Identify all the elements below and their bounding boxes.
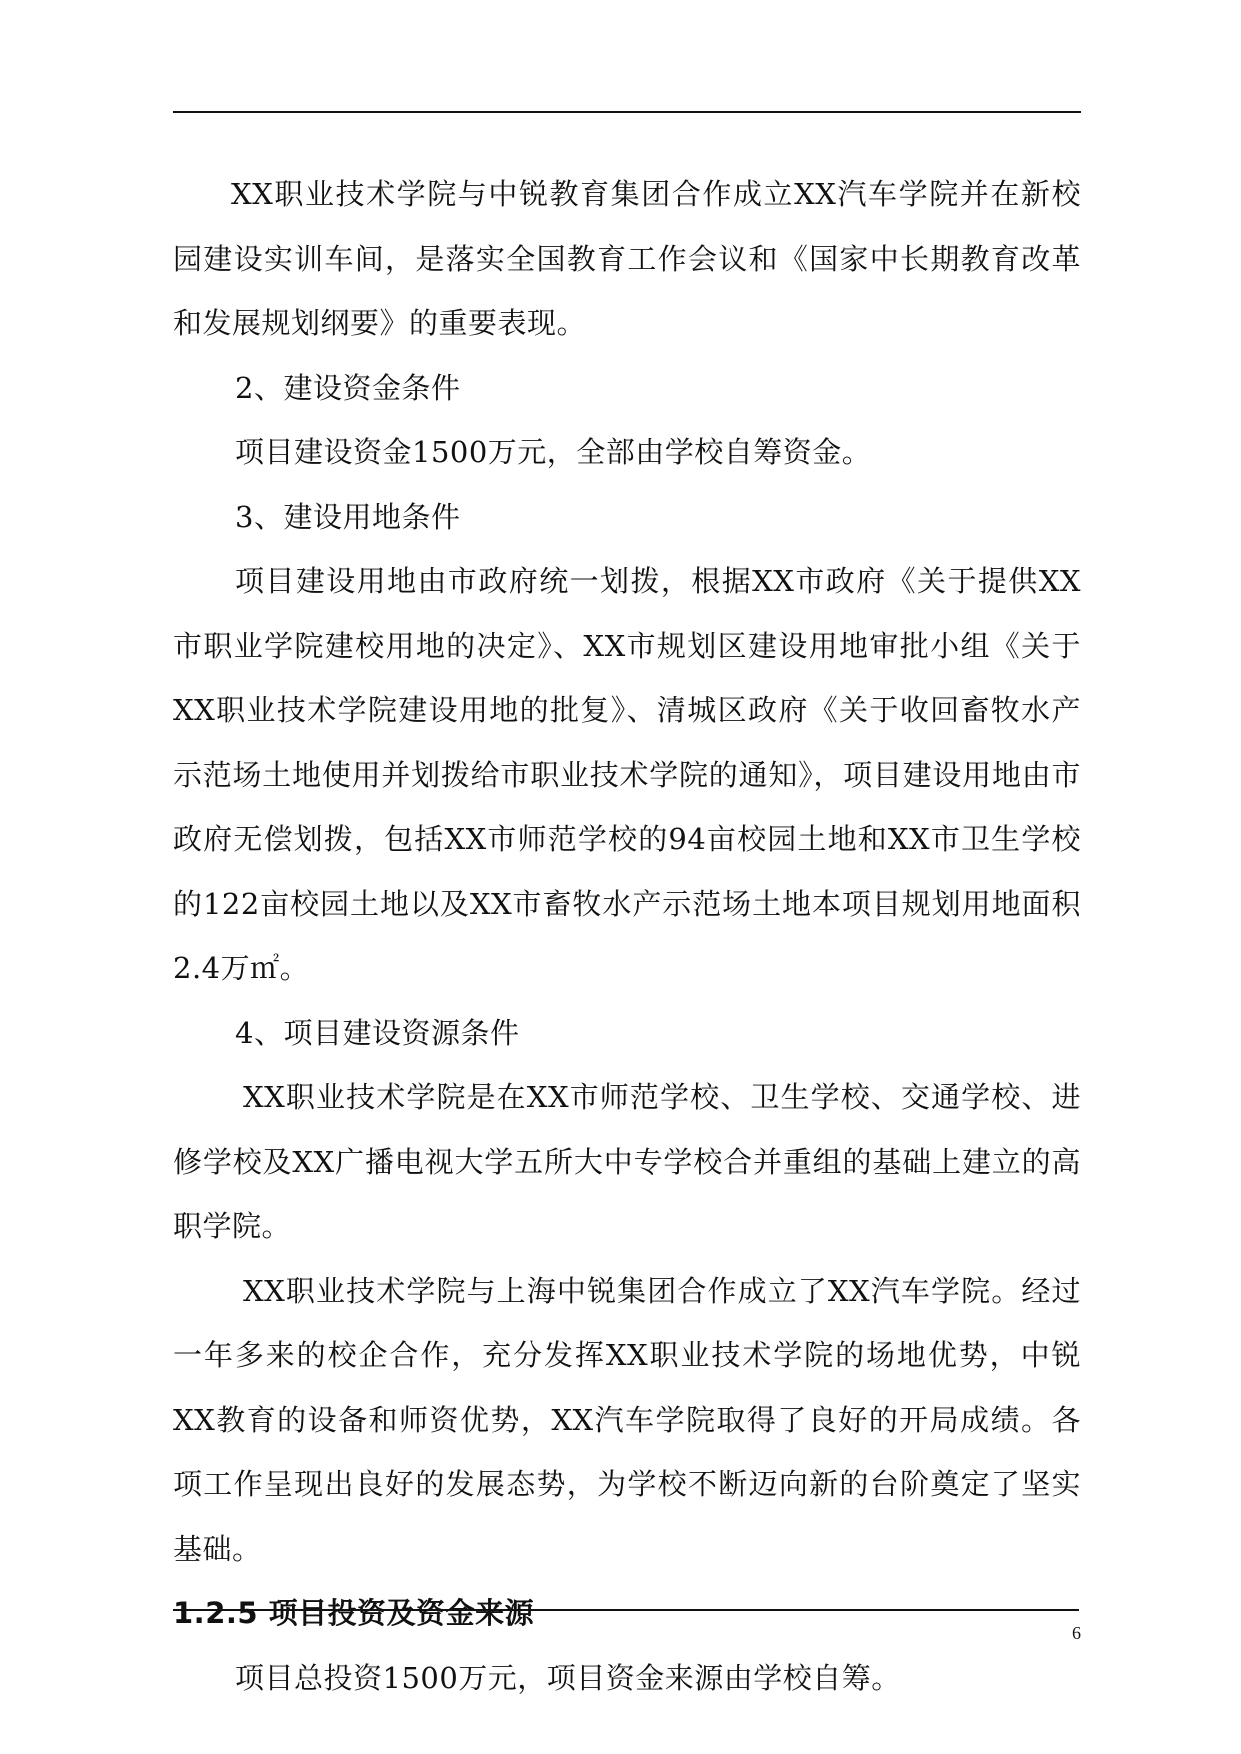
page-number: 6 xyxy=(1072,1623,1081,1643)
item-2-title: 2、建设资金条件 xyxy=(235,370,461,405)
document-body xyxy=(173,162,1081,1710)
item-4-title: 4、项目建设资源条件 xyxy=(235,1015,520,1050)
item-4-body-1: XX职业技术学院是在XX市师范学校、卫生学校、交通学校、进修学校及XX广播电视大学五所大中专学校合并重组的基础上建立的高职学院。 xyxy=(173,1080,1081,1243)
item-4-body-2: XX职业技术学院与上海中锐集团合作成立了XX汽车学院。经过一年多来的校企合作，充分发挥XX职业技术学院的场地优势，中锐XX教育的设备和师资优势，XX汽车学院取得了良好的开局成绩。各项工作呈现出良好的发展态势，为学校不断迈向新的台阶奠定了坚实基础。 xyxy=(173,1273,1081,1566)
paragraph-intro: XX职业技术学院与中锐教育集团合作成立XX汽车学院并在新校园建设实训车间，是落实全国教育工作会议和《国家中长期教育改革和发展规划纲要》的重要表现。 xyxy=(173,177,1081,340)
footer-rule xyxy=(173,1609,1079,1611)
header-rule xyxy=(173,111,1081,113)
item-3-title: 3、建设用地条件 xyxy=(235,499,461,534)
item-3-body: 项目建设用地由市政府统一划拨，根据XX市政府《关于提供XX市职业学院建校用地的决定》、XX市规划区建设用地审批小组《关于XX职业技术学院建设用地的批复》、清城区政府《关于收回畜牧水产示范场土地使用并划拨给市职业技术学院的通知》，项目建设用地由市政府无偿划拨，包括XX市师范学校的94亩校园土地和XX市卫生学校的122亩校园土地以及XX市畜牧水产示范场土地本项目规划用地面积2.4万㎡。 xyxy=(173,564,1081,985)
section-1-2-5-body: 项目总投资1500万元，项目资金来源由学校自筹。 xyxy=(235,1660,901,1695)
item-2-body: 项目建设资金1500万元，全部由学校自筹资金。 xyxy=(235,435,872,469)
section-heading-1-2-5: 1.2.5 项目投资及资金来源 xyxy=(173,1596,535,1630)
